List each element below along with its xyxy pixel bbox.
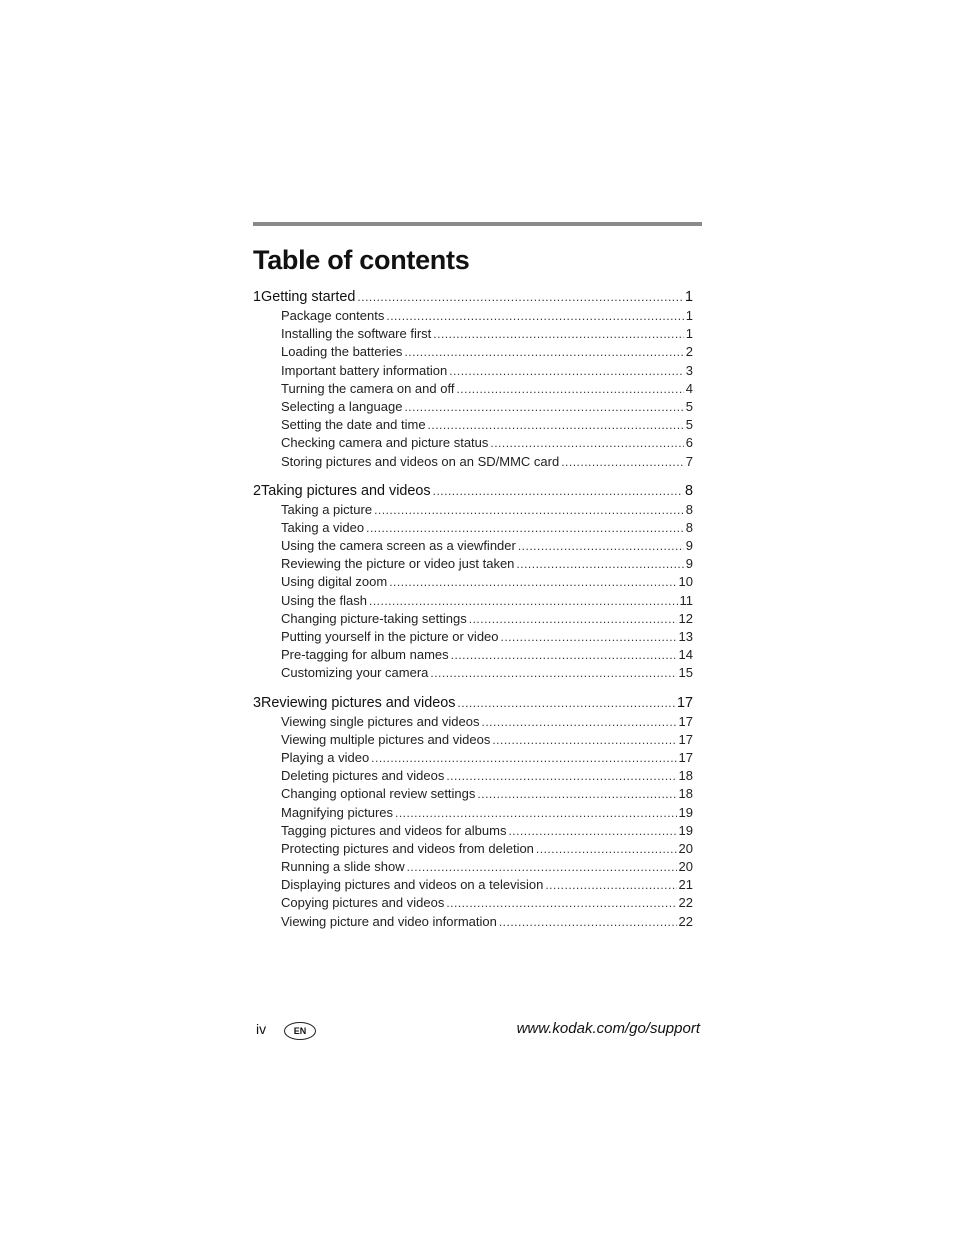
toc-entry-label: Playing a video (281, 749, 370, 765)
chapter-page-number: 1 (684, 289, 693, 305)
toc-entry-page-number: 22 (678, 895, 693, 911)
dot-leader (457, 694, 675, 713)
toc-entry[interactable] (253, 325, 693, 343)
toc-entry-page-number: 17 (678, 731, 693, 747)
dot-leader (433, 325, 683, 343)
toc-entry[interactable] (253, 343, 693, 361)
toc-entry-label: Turning the camera on and off (281, 380, 455, 396)
dot-leader (518, 537, 684, 555)
dot-leader (369, 592, 678, 610)
toc-entry-page-number: 19 (678, 804, 693, 820)
dot-leader (374, 501, 684, 519)
toc-entry-label: Taking a video (281, 519, 365, 535)
toc-entry-label: Loading the batteries (281, 344, 403, 360)
toc-entry-page-number: 18 (678, 768, 693, 784)
toc-entry-label: Reviewing the picture or video just taken (281, 556, 515, 572)
toc-entry[interactable] (253, 767, 693, 785)
toc-entry-label: Changing optional review settings (281, 786, 476, 802)
dot-leader (446, 767, 676, 785)
toc-entry-page-number: 8 (685, 519, 693, 535)
toc-entry[interactable] (253, 416, 693, 434)
toc-entry-page-number: 22 (678, 913, 693, 929)
toc-entry-page-number: 1 (685, 326, 693, 342)
dot-leader (545, 876, 676, 894)
toc-entry-label: Storing pictures and videos on an SD/MMC card (281, 453, 560, 469)
toc-entry-page-number: 5 (685, 398, 693, 414)
toc-entry-label: Copying pictures and videos (281, 895, 445, 911)
toc-entry[interactable] (253, 519, 693, 537)
toc-entry-label: Magnifying pictures (281, 804, 393, 820)
dot-leader (371, 749, 676, 767)
toc-entry-page-number: 15 (678, 665, 693, 681)
dot-leader (482, 713, 677, 731)
toc-entry[interactable] (253, 537, 693, 555)
toc-entry-label: Protecting pictures and videos from deletion (281, 840, 534, 856)
toc-entry[interactable] (253, 894, 693, 912)
toc-entry-label: Running a slide show (281, 859, 405, 875)
chapter-number: 2 (253, 482, 262, 499)
toc-entry-page-number: 13 (678, 629, 693, 644)
toc-entry-page-number: 20 (678, 859, 693, 875)
dot-leader (508, 822, 676, 840)
toc-entry-page-number: 14 (678, 647, 693, 663)
dot-leader (469, 610, 677, 628)
toc-entry-page-number: 5 (685, 417, 693, 433)
toc-entry-page-number: 20 (678, 840, 693, 856)
language-badge: EN (284, 1022, 316, 1040)
toc-entry-page-number: 17 (678, 713, 693, 729)
toc-entry[interactable] (253, 713, 693, 731)
dot-leader (357, 288, 683, 307)
toc-entry-label: Changing picture-taking settings (281, 610, 467, 626)
toc-entry[interactable] (253, 646, 693, 664)
support-url-link[interactable]: www.kodak.com/go/support (516, 1020, 700, 1037)
toc-entry[interactable] (253, 628, 693, 646)
dot-leader (430, 664, 676, 682)
toc-entry-label: Taking a picture (281, 501, 373, 517)
dot-leader (490, 434, 683, 452)
toc-entry-page-number: 10 (678, 574, 693, 590)
toc-entry-label: Deleting pictures and videos (281, 768, 445, 784)
toc-entry-label: Using the camera screen as a viewfinder (281, 538, 516, 554)
toc-entry-label: Selecting a language (281, 398, 403, 414)
toc-entry[interactable] (253, 380, 693, 398)
toc-entry-page-number: 12 (678, 610, 693, 626)
chapter-page-number: 17 (676, 694, 693, 711)
dot-leader (404, 343, 683, 361)
toc-entry[interactable] (253, 731, 693, 749)
chapter-page-number: 8 (684, 482, 693, 499)
dot-leader (499, 913, 677, 931)
toc-entry-page-number: 2 (685, 344, 693, 360)
chapter-entry[interactable] (253, 288, 693, 307)
toc-entry[interactable] (253, 610, 693, 628)
toc-entry-page-number: 9 (685, 556, 693, 572)
dot-leader (492, 731, 676, 749)
chapter-title: Reviewing pictures and videos (261, 694, 456, 711)
toc-entry-label: Viewing multiple pictures and videos (281, 731, 491, 747)
toc-section (253, 482, 693, 683)
toc-entry-page-number: 6 (685, 435, 693, 451)
toc-entry[interactable] (253, 398, 693, 416)
toc-entry[interactable] (253, 555, 693, 573)
toc-entry-page-number: 21 (678, 877, 693, 893)
toc-entry-page-number: 17 (678, 749, 693, 765)
toc-section (253, 288, 693, 471)
toc-entry-label: Using digital zoom (281, 574, 388, 590)
dot-leader (386, 307, 683, 325)
chapter-entry[interactable] (253, 482, 693, 501)
page-title: Table of contents (253, 245, 470, 275)
toc-entry-page-number: 4 (685, 380, 693, 396)
toc-entry[interactable] (253, 858, 693, 876)
toc-entry[interactable] (253, 307, 693, 325)
dot-leader (366, 519, 684, 537)
toc-entry-label: Displaying pictures and videos on a television (281, 877, 544, 893)
toc-entry-label: Putting yourself in the picture or video (281, 629, 499, 644)
dot-leader (389, 573, 676, 591)
toc-entry-label: Viewing single pictures and videos (281, 713, 480, 729)
chapter-number: 3 (253, 694, 262, 711)
toc-entry[interactable] (253, 822, 693, 840)
toc-entry[interactable] (253, 573, 693, 591)
toc-entry-page-number: 19 (678, 822, 693, 838)
toc-entry-label: Customizing your camera (281, 665, 429, 681)
toc-entry[interactable] (253, 664, 693, 682)
chapter-title: Taking pictures and videos (261, 482, 431, 499)
chapter-number: 1 (253, 289, 262, 305)
toc-entry[interactable] (253, 434, 693, 452)
dot-leader (516, 555, 683, 573)
dot-leader (501, 628, 677, 646)
dot-leader (561, 453, 684, 471)
toc-entry-label: Pre-tagging for album names (281, 647, 449, 663)
chapter-entry[interactable] (253, 694, 693, 713)
toc-entry-page-number: 9 (685, 538, 693, 554)
toc-entry-label: Tagging pictures and videos for albums (281, 822, 507, 838)
toc-entry-page-number: 8 (685, 501, 693, 517)
toc-entry[interactable] (253, 804, 693, 822)
footer-page-number: iv (256, 1021, 267, 1037)
toc-entry[interactable] (253, 840, 693, 858)
toc-entry-label: Using the flash (281, 592, 367, 608)
chapter-title: Getting started (261, 289, 356, 305)
toc-entry-page-number: 7 (685, 453, 693, 469)
toc-entry[interactable] (253, 785, 693, 803)
dot-leader (407, 858, 677, 876)
dot-leader (428, 416, 684, 434)
dot-leader (456, 380, 683, 398)
toc-entry-page-number: 18 (678, 786, 693, 802)
toc-entry-label: Setting the date and time (281, 417, 426, 433)
dot-leader (536, 840, 677, 858)
toc-entry-page-number: 11 (679, 592, 693, 608)
header-rule (253, 222, 702, 226)
dot-leader (446, 894, 676, 912)
dot-leader (433, 482, 683, 501)
toc-entry[interactable] (253, 592, 693, 610)
toc-entry-page-number: 1 (685, 308, 693, 323)
dot-leader (395, 804, 677, 822)
toc-entry[interactable] (253, 453, 693, 471)
toc-entry[interactable] (253, 362, 693, 380)
toc-entry-label: Package contents (281, 308, 385, 323)
dot-leader (451, 646, 677, 664)
toc-entry[interactable] (253, 913, 693, 931)
toc-section (253, 694, 693, 931)
toc-entry-label: Important battery information (281, 362, 448, 378)
dot-leader (477, 785, 676, 803)
toc-entry-label: Checking camera and picture status (281, 435, 489, 451)
dot-leader (404, 398, 683, 416)
toc-entry[interactable] (253, 876, 693, 894)
toc-entry-page-number: 3 (685, 362, 693, 378)
table-of-contents (253, 288, 693, 942)
toc-entry-label: Viewing picture and video information (281, 913, 497, 929)
toc-entry[interactable] (253, 501, 693, 519)
dot-leader (449, 362, 684, 380)
toc-entry-label: Installing the software first (281, 326, 432, 342)
toc-entry[interactable] (253, 749, 693, 767)
